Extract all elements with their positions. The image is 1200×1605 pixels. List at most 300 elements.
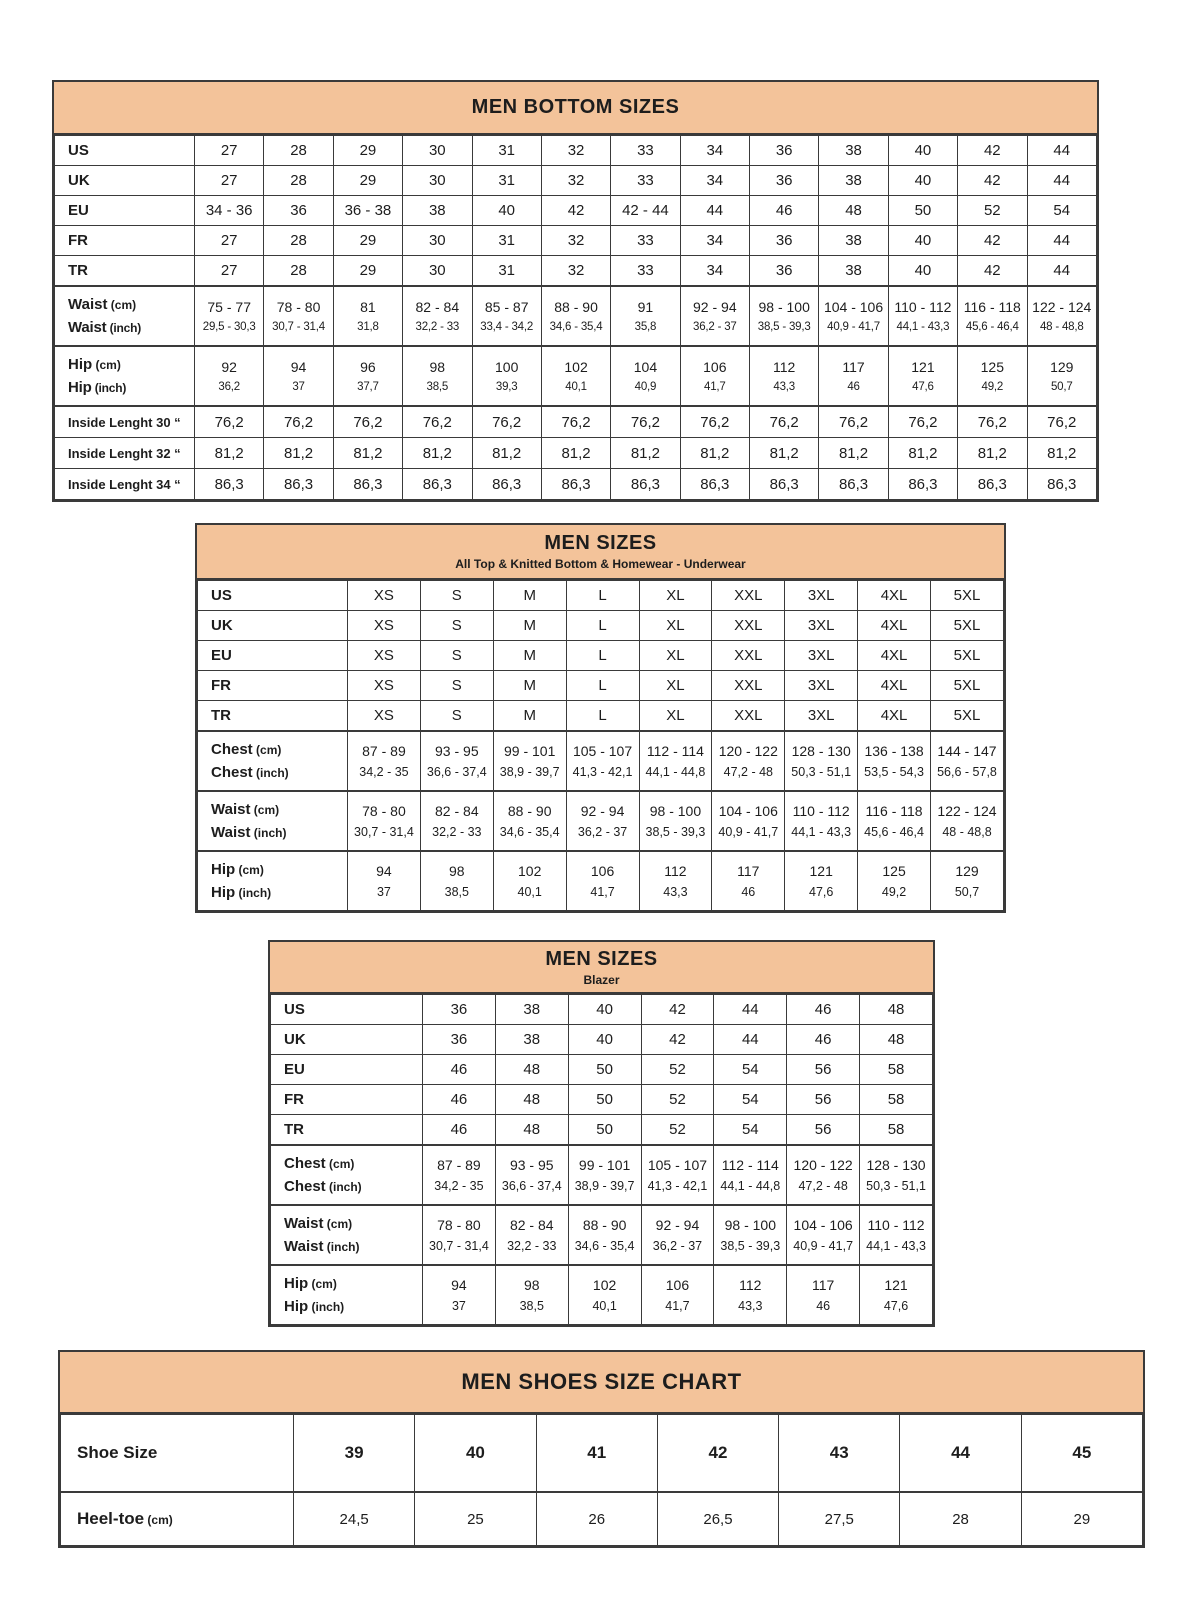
- label-line-cm: [211, 852, 347, 881]
- row-label-text: Waist: [211, 801, 251, 818]
- value-cell: 54: [714, 1115, 787, 1146]
- value-cell: [495, 1205, 568, 1265]
- value-cell: 5XL: [931, 611, 1004, 641]
- value-cell: 3XL: [785, 611, 858, 641]
- value-cm: 99 - 101: [578, 1157, 631, 1173]
- value-cell: 44: [680, 196, 749, 226]
- value-cm: 121: [884, 1277, 908, 1293]
- value-cell: 27: [195, 136, 264, 166]
- table-row: [61, 1415, 1143, 1493]
- row-label-unit: (cm): [107, 298, 137, 312]
- value-inch: 50,3 - 51,1: [866, 1179, 926, 1193]
- value-cell: 81,2: [333, 438, 402, 469]
- table-header: [270, 942, 933, 994]
- value-cm: 98 - 100: [758, 299, 810, 315]
- row-label-text: FR: [284, 1091, 304, 1108]
- table-subtitle: Blazer: [583, 972, 620, 987]
- value-cell: 40: [472, 196, 541, 226]
- value-cell: S: [420, 611, 493, 641]
- value-inch: 40,9 - 41,7: [793, 1239, 854, 1253]
- table-row: [271, 1145, 933, 1205]
- label-line-cm: [284, 1146, 422, 1175]
- value-inch: 30,7 - 31,4: [272, 321, 325, 333]
- value-inch: 41,7: [665, 1299, 690, 1313]
- value-cell: [858, 851, 931, 911]
- value-cell: 3XL: [785, 581, 858, 611]
- value-cell: 4XL: [858, 611, 931, 641]
- value-cell: 32: [541, 256, 610, 287]
- row-label-text: Hip: [284, 1275, 309, 1292]
- row-label-unit: (inch): [308, 1300, 345, 1314]
- value-cell: 44: [1027, 256, 1097, 287]
- value-cell: 42 - 44: [611, 196, 680, 226]
- label-line-inch: [68, 316, 194, 345]
- row-label-text: Hip: [68, 356, 93, 373]
- value-cell: 38: [495, 995, 568, 1025]
- value-inch: 43,3: [773, 381, 795, 393]
- value-inch: 38,5: [426, 381, 449, 393]
- value-cell: 4XL: [858, 671, 931, 701]
- value-cell: L: [566, 581, 639, 611]
- value-cell: 4XL: [858, 641, 931, 671]
- value-cell: 38: [495, 1025, 568, 1055]
- value-cell: [714, 1265, 787, 1325]
- value-cell: 76,2: [264, 406, 333, 438]
- row-label-text: Shoe Size: [77, 1443, 158, 1462]
- table-row: [271, 1055, 933, 1085]
- value-cell: XL: [639, 701, 712, 732]
- value-cm: 144 - 147: [937, 743, 997, 759]
- value-inch: 40,1: [592, 1299, 617, 1313]
- row-label-text: Waist: [284, 1215, 324, 1232]
- value-cell: 54: [714, 1055, 787, 1085]
- value-cell: 33: [611, 226, 680, 256]
- value-cell: 41: [536, 1415, 657, 1493]
- value-cell: 81,2: [611, 438, 680, 469]
- value-cell: [423, 1205, 496, 1265]
- row-label: [198, 641, 348, 671]
- value-inch: 44,1 - 43,3: [866, 1239, 926, 1253]
- value-cell: [348, 731, 421, 791]
- row-label-unit: (cm): [323, 1217, 353, 1231]
- row-label-text: EU: [68, 202, 89, 219]
- value-cell: [1027, 286, 1097, 346]
- value-inch: 36,2 - 37: [652, 1239, 703, 1253]
- value-inch: 41,3 - 42,1: [647, 1179, 708, 1193]
- value-cell: 44: [714, 995, 787, 1025]
- value-cell: 36: [750, 166, 819, 196]
- value-cell: 46: [423, 1055, 496, 1085]
- value-inch: 56,6 - 57,8: [937, 765, 997, 779]
- row-label: [271, 1115, 423, 1146]
- value-cell: 25: [415, 1492, 536, 1546]
- table-row: [271, 1115, 933, 1146]
- value-cell: 30: [403, 136, 472, 166]
- value-cm: 105 - 107: [572, 743, 633, 759]
- row-label-text: UK: [284, 1031, 306, 1048]
- value-cell: 34: [680, 256, 749, 287]
- value-cell: [787, 1265, 860, 1325]
- value-inch: 34,6 - 35,4: [574, 1239, 635, 1253]
- row-label: [55, 406, 195, 438]
- value-cell: [785, 731, 858, 791]
- value-cell: [495, 1145, 568, 1205]
- row-label: [55, 346, 195, 406]
- value-cell: 81,2: [888, 438, 957, 469]
- value-cell: 81,2: [680, 438, 749, 469]
- value-cell: 44: [1027, 226, 1097, 256]
- row-label: [271, 1055, 423, 1085]
- value-inch: 37: [292, 381, 305, 393]
- row-label: [198, 611, 348, 641]
- row-label: [55, 256, 195, 287]
- value-cell: 38: [819, 226, 888, 256]
- value-inch: 36,2 - 37: [693, 321, 737, 333]
- row-label-text: TR: [211, 707, 231, 724]
- table-men-sizes-top: [195, 523, 1006, 913]
- value-cm: 116 - 118: [865, 803, 923, 819]
- table-title: MEN SIZES: [544, 532, 657, 554]
- label-line-cm: [68, 347, 194, 376]
- value-inch: 39,3: [495, 381, 518, 393]
- row-label-text: TR: [68, 262, 88, 279]
- value-inch: 40,9 - 41,7: [827, 321, 880, 333]
- row-label: [55, 166, 195, 196]
- value-inch: 34,2 - 35: [359, 765, 409, 779]
- value-cell: 81,2: [958, 438, 1027, 469]
- value-cell: 39: [294, 1415, 415, 1493]
- value-cell: M: [493, 641, 566, 671]
- value-cell: [472, 346, 541, 406]
- label-line-inch: [211, 881, 347, 910]
- table-row: [198, 731, 1004, 791]
- value-inch: 40,9: [634, 381, 657, 393]
- value-inch: 35,8: [634, 321, 657, 333]
- value-cell: [712, 731, 785, 791]
- value-inch: 49,2: [981, 381, 1004, 393]
- row-label-text: Hip: [284, 1298, 309, 1315]
- value-cell: L: [566, 671, 639, 701]
- value-cell: [819, 346, 888, 406]
- table-body: [55, 136, 1097, 500]
- value-cell: 44: [714, 1025, 787, 1055]
- value-inch: 49,2: [881, 885, 907, 899]
- table-header: [60, 1352, 1143, 1414]
- value-cell: 44: [900, 1415, 1021, 1493]
- value-cell: 27: [195, 166, 264, 196]
- value-cell: 52: [958, 196, 1027, 226]
- value-inch: 38,5 - 39,3: [645, 825, 706, 839]
- row-label-text: Inside Lenght 32 “: [68, 445, 181, 461]
- row-label-unit: (cm): [144, 1513, 173, 1527]
- row-label: [198, 731, 348, 791]
- value-cell: [493, 731, 566, 791]
- value-cell: [420, 791, 493, 851]
- value-cell: 31: [472, 256, 541, 287]
- value-cell: [611, 346, 680, 406]
- row-label-text: Chest: [211, 764, 253, 781]
- value-cm: 98: [429, 359, 446, 375]
- value-cell: [787, 1205, 860, 1265]
- value-cell: 46: [423, 1115, 496, 1146]
- value-cell: 28: [900, 1492, 1021, 1546]
- value-cell: [858, 731, 931, 791]
- table-title: MEN BOTTOM SIZES: [471, 96, 680, 118]
- row-label: [61, 1415, 294, 1493]
- value-cm: 106: [665, 1277, 690, 1293]
- value-cell: 42: [958, 166, 1027, 196]
- label-line-cm: [211, 792, 347, 821]
- value-cell: 4XL: [858, 701, 931, 732]
- value-cell: 50: [568, 1055, 641, 1085]
- value-cell: 38: [403, 196, 472, 226]
- value-cell: [639, 731, 712, 791]
- row-label-unit: (inch): [235, 886, 272, 900]
- value-cm: 110 - 112: [894, 299, 952, 315]
- table-row: [55, 166, 1097, 196]
- value-cell: [493, 851, 566, 911]
- value-inch: 34,2 - 35: [434, 1179, 484, 1193]
- label-line-cm: [68, 287, 194, 316]
- value-cell: 86,3: [403, 469, 472, 500]
- value-inch: 47,6: [809, 885, 834, 899]
- value-cell: 76,2: [819, 406, 888, 438]
- row-label: [55, 286, 195, 346]
- value-cell: 42: [657, 1415, 778, 1493]
- table-row: [271, 995, 933, 1025]
- value-cell: 81,2: [472, 438, 541, 469]
- value-cell: 76,2: [333, 406, 402, 438]
- value-cell: XXL: [712, 701, 785, 732]
- row-label-text: Hip: [211, 884, 236, 901]
- value-cell: 86,3: [680, 469, 749, 500]
- value-cell: 81,2: [195, 438, 264, 469]
- value-inch: 45,6 - 46,4: [864, 825, 924, 839]
- value-inch: 31,8: [357, 321, 379, 333]
- row-label: [55, 469, 195, 500]
- value-cm: 104 - 106: [823, 299, 884, 315]
- value-cm: 128 - 130: [791, 743, 851, 759]
- value-cm: 106: [703, 359, 727, 375]
- value-inch: 37,7: [357, 381, 379, 393]
- value-cm: 128 - 130: [866, 1157, 926, 1173]
- table-men-shoes-size-chart: [58, 1350, 1145, 1548]
- value-cell: 29: [333, 226, 402, 256]
- value-cell: [541, 346, 610, 406]
- row-label-text: FR: [68, 232, 88, 249]
- row-label-unit: (cm): [308, 1277, 337, 1291]
- value-cell: [931, 731, 1004, 791]
- value-inch: 48 - 48,8: [942, 825, 992, 839]
- value-cell: 27: [195, 226, 264, 256]
- value-cell: [1027, 346, 1097, 406]
- value-cell: M: [493, 671, 566, 701]
- value-cell: 28: [264, 136, 333, 166]
- value-inch: 48 - 48,8: [1039, 321, 1084, 333]
- value-cell: 81,2: [1027, 438, 1097, 469]
- value-cell: 76,2: [1027, 406, 1097, 438]
- value-inch: 45,6 - 46,4: [965, 321, 1019, 333]
- row-label: [198, 581, 348, 611]
- table-men-bottom-sizes: [52, 80, 1099, 502]
- value-cell: XL: [639, 611, 712, 641]
- value-cm: 120 - 122: [718, 743, 778, 759]
- value-cell: 48: [860, 995, 933, 1025]
- value-inch: 46: [847, 381, 860, 393]
- value-cell: 48: [495, 1055, 568, 1085]
- value-inch: 33,4 - 34,2: [480, 321, 534, 333]
- value-cm: 92 - 94: [580, 803, 625, 819]
- row-label-text: FR: [211, 677, 231, 694]
- table-row: [271, 1205, 933, 1265]
- value-cell: 46: [750, 196, 819, 226]
- value-inch: 37: [376, 885, 391, 899]
- value-cell: 5XL: [931, 671, 1004, 701]
- row-label-text: UK: [211, 617, 233, 634]
- table-row: [55, 438, 1097, 469]
- value-cm: 116 - 118: [963, 299, 1021, 315]
- value-cell: [333, 346, 402, 406]
- row-label-text: US: [68, 142, 89, 159]
- row-label: [271, 1085, 423, 1115]
- value-cell: XS: [348, 701, 421, 732]
- value-cell: [568, 1145, 641, 1205]
- value-cm: 112 - 114: [646, 743, 704, 759]
- row-label: [271, 1145, 423, 1205]
- value-inch: 32,2 - 33: [415, 321, 460, 333]
- value-cell: 40: [888, 166, 957, 196]
- value-cell: 30: [403, 226, 472, 256]
- value-cell: 42: [641, 1025, 714, 1055]
- value-cell: 34 - 36: [195, 196, 264, 226]
- value-cell: [420, 851, 493, 911]
- value-cell: 52: [641, 1055, 714, 1085]
- value-cell: M: [493, 611, 566, 641]
- value-cell: 24,5: [294, 1492, 415, 1546]
- value-cell: 36: [423, 995, 496, 1025]
- row-label: [198, 851, 348, 911]
- value-cm: 102: [518, 863, 542, 879]
- value-cell: 58: [860, 1085, 933, 1115]
- value-cm: 136 - 138: [864, 743, 924, 759]
- size-table: [54, 135, 1097, 500]
- value-cell: M: [493, 581, 566, 611]
- value-cell: 76,2: [403, 406, 472, 438]
- value-inch: 47,6: [883, 1299, 909, 1313]
- value-cm: 82 - 84: [509, 1217, 554, 1233]
- value-cell: [403, 286, 472, 346]
- value-cell: 56: [787, 1055, 860, 1085]
- label-line-cm: [284, 1206, 422, 1235]
- row-label: [55, 196, 195, 226]
- value-cell: 40: [568, 995, 641, 1025]
- value-cell: M: [493, 701, 566, 732]
- row-label: [198, 701, 348, 732]
- value-cell: [493, 791, 566, 851]
- value-cell: S: [420, 671, 493, 701]
- value-cell: [333, 286, 402, 346]
- value-cm: 125: [882, 863, 906, 879]
- row-label-text: Chest: [284, 1178, 326, 1195]
- value-cell: 40: [888, 256, 957, 287]
- row-label-text: EU: [284, 1061, 305, 1078]
- row-label-text: Inside Lenght 34 “: [68, 476, 181, 492]
- value-cell: 36: [750, 136, 819, 166]
- row-label: [198, 791, 348, 851]
- value-cell: 50: [568, 1115, 641, 1146]
- table-row: [198, 701, 1004, 732]
- row-label-text: Waist: [284, 1238, 324, 1255]
- value-cm: 98 - 100: [724, 1217, 776, 1233]
- value-cell: [712, 851, 785, 911]
- value-cm: 122 - 124: [1032, 299, 1092, 315]
- value-cell: 76,2: [541, 406, 610, 438]
- value-cell: [750, 346, 819, 406]
- value-cell: 76,2: [958, 406, 1027, 438]
- value-inch: 50,3 - 51,1: [791, 765, 852, 779]
- value-inch: 44,1 - 43,3: [791, 825, 852, 839]
- value-cell: [566, 731, 639, 791]
- value-cm: 93 - 95: [435, 743, 479, 759]
- row-label: [271, 1265, 423, 1325]
- value-inch: 38,9 - 39,7: [574, 1179, 635, 1193]
- value-cell: [264, 286, 333, 346]
- value-inch: 50,7: [954, 885, 980, 899]
- row-label-text: TR: [284, 1121, 304, 1138]
- value-cell: [641, 1265, 714, 1325]
- value-inch: 34,6 - 35,4: [499, 825, 560, 839]
- value-cell: [680, 286, 749, 346]
- value-inch: 36,2 - 37: [577, 825, 628, 839]
- value-cell: 42: [641, 995, 714, 1025]
- value-cm: 117: [811, 1277, 835, 1293]
- value-inch: 36,2: [218, 381, 240, 393]
- value-cell: [714, 1205, 787, 1265]
- value-cell: 86,3: [958, 469, 1027, 500]
- value-cell: 86,3: [750, 469, 819, 500]
- value-cell: 30: [403, 256, 472, 287]
- value-cell: [195, 346, 264, 406]
- value-cell: [860, 1145, 933, 1205]
- row-label-unit: (inch): [252, 766, 289, 780]
- value-cell: 76,2: [888, 406, 957, 438]
- table-header: [197, 525, 1004, 580]
- value-cell: [888, 346, 957, 406]
- table-row: [198, 611, 1004, 641]
- value-cell: [348, 851, 421, 911]
- value-cm: 99 - 101: [504, 743, 556, 759]
- value-inch: 44,1 - 43,3: [896, 321, 950, 333]
- value-cell: [423, 1145, 496, 1205]
- value-cell: XS: [348, 581, 421, 611]
- value-cm: 88 - 90: [507, 803, 552, 819]
- value-cell: 52: [641, 1085, 714, 1115]
- table-row: [198, 641, 1004, 671]
- value-cell: 81,2: [403, 438, 472, 469]
- value-cell: 76,2: [680, 406, 749, 438]
- value-cell: [860, 1205, 933, 1265]
- value-cell: 81,2: [541, 438, 610, 469]
- value-cell: 38: [819, 256, 888, 287]
- value-inch: 43,3: [663, 885, 688, 899]
- value-cell: 40: [888, 226, 957, 256]
- row-label-unit: (cm): [235, 863, 264, 877]
- table-row: [198, 671, 1004, 701]
- value-cell: 86,3: [333, 469, 402, 500]
- value-cell: 54: [714, 1085, 787, 1115]
- value-inch: 29,5 - 30,3: [202, 321, 256, 333]
- value-cm: 98 - 100: [649, 803, 702, 819]
